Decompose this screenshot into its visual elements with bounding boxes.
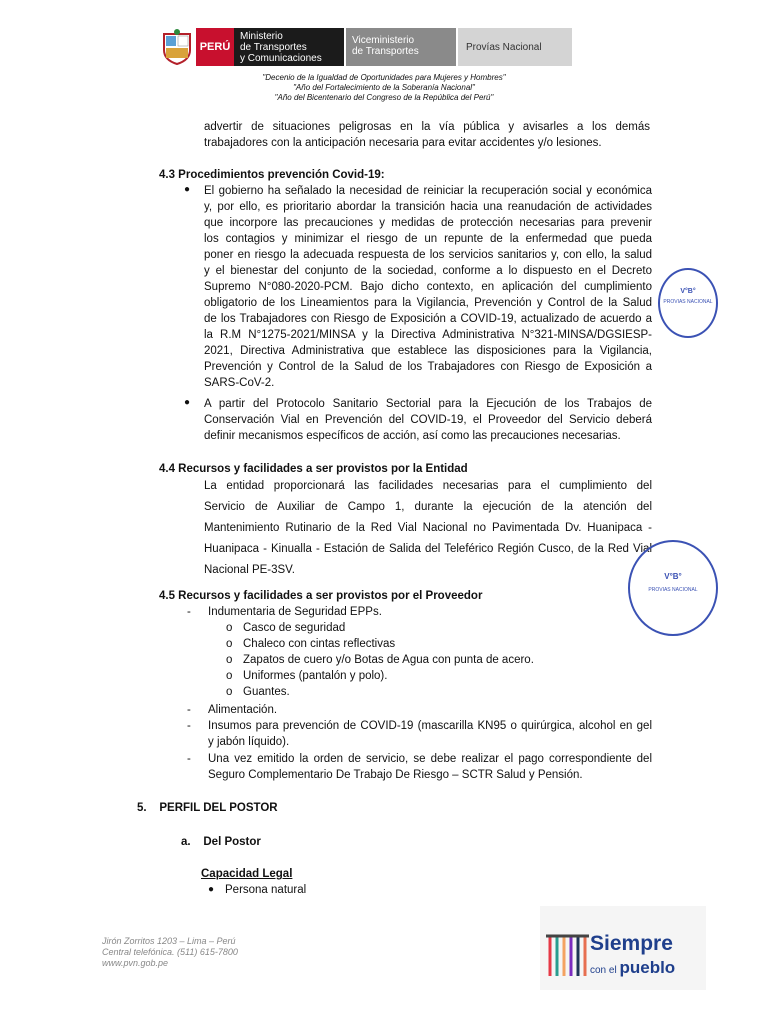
circle-bullet-icon: o (226, 670, 233, 682)
viceministry-brand-block (346, 28, 456, 66)
ministry-line-1: Ministerio (240, 31, 283, 42)
ministry-brand-block (234, 28, 344, 66)
bullet-line: obligatorio de los Lineamientos para la Vigilancia, Prevención y Control de la Salud (204, 297, 652, 309)
supplies-item (208, 718, 652, 750)
provias-seal-stamp-1: V°B° PROVIAS NACIONAL (658, 268, 718, 338)
epp-list (226, 620, 534, 700)
mottos (0, 73, 768, 103)
slogan-pueblo (590, 958, 675, 978)
bullet-line: A partir del Protocolo Sanitario Sectorial para la Ejecución de los Trabajos de (204, 398, 652, 410)
covid-bullet-1 (204, 183, 652, 391)
subsection-a-heading: a. Del Postor (181, 836, 261, 848)
paragraph-line: Mantenimiento Rutinario de la Red Vial Nacional no Pavimentada Dv. Huanipaca - (204, 522, 652, 534)
circle-bullet-icon: o (226, 654, 233, 666)
bullet-line: y, por ello, es prioritario abordar la transición hacia una reanudación de actividades (204, 201, 652, 213)
bullet-icon: ● (184, 184, 191, 195)
bullet-line: Prevención y Control de la Salud de los Trabajadores con Riesgo de Exposición a (204, 361, 652, 373)
coat-of-arms-icon (160, 28, 194, 66)
epp-item-label: Chaleco con cintas reflectivas (243, 638, 396, 650)
slogan-big: pueblo (619, 958, 676, 977)
motto-2: "Año del Fortalecimiento de la Soberanía Nacional" (293, 83, 475, 92)
epp-item (226, 668, 534, 684)
bullet-line: poner en riesgo la adecuada respuesta de los servicios sanitarios y, con ello, la salud (204, 249, 652, 261)
bullet-line: los contagios y minimizar el riesgo de un repunte de la enfermedad que pueda (204, 233, 652, 245)
dash-icon: - (187, 606, 191, 618)
circle-bullet-icon: o (226, 686, 233, 698)
bullet-line: la R.M N°1275-2021/MINSA y la Directiva Administrativa N°321-MINSA/DGSIESP- (204, 329, 652, 341)
motto-3: "Año del Bicentenario del Congreso de la República del Perú" (274, 93, 494, 102)
payment-line: Seguro Complementario De Trabajo De Riesgo – SCTR Salud y Pensión. (208, 769, 583, 781)
vice-line-2: de Transportes (352, 46, 419, 57)
bullet-line: de los Trabajadores con Riesgo de Exposición a COVID-19, actualizado de acuerdo a (204, 313, 652, 325)
circle-bullet-icon: o (226, 622, 233, 634)
supplies-line: y jabón líquido). (208, 736, 290, 748)
payment-item (208, 751, 652, 783)
footer-phone: Central telefónica. (511) 615-7800 (102, 947, 238, 957)
vice-line-1: Viceministerio (352, 35, 415, 46)
epp-item-label: Guantes. (243, 686, 290, 698)
epp-item (226, 636, 534, 652)
intro-line: advertir de situaciones peligrosas en la vía pública y avisarles a los demás (204, 121, 650, 133)
provias-seal-stamp-2: V°B° PROVIAS NACIONAL (628, 540, 718, 636)
bullet-line: definir mecanismos específicos de acción, así como las precauciones necesarias. (204, 430, 621, 442)
dash-icon: - (187, 753, 191, 765)
bullet-icon: ● (184, 397, 191, 408)
covid-bullet-2 (204, 396, 652, 444)
paragraph-line: Servicio de Auxiliar de Campo 1, durante la ejecución de la atención del (204, 501, 652, 513)
dash-icon: - (187, 704, 191, 716)
food-item: Alimentación. (208, 704, 278, 716)
ministry-line-2: de Transportes (240, 42, 307, 53)
intro-paragraph (204, 119, 650, 151)
intro-line: trabajadores con la anticipación necesaria para evitar accidentes y/o lesiones. (204, 137, 602, 149)
paragraph-line: Huanipaca - Kinualla - Estación de Salida del Teleférico Región Cusco, de la Red Vial (204, 543, 652, 555)
bullet-line: SARS-CoV-2. (204, 377, 275, 389)
bullet-line: 2021, Directiva Administrativa que establece las disposiciones para la Vigilancia, (204, 345, 652, 357)
peru-brand-block: PERÚ (196, 28, 234, 66)
epp-title: Indumentaria de Seguridad EPPs. (208, 606, 382, 618)
bullet-icon: ● (208, 884, 215, 895)
capacity-heading: Capacidad Legal (201, 868, 293, 880)
section-4-4-heading: 4.4 Recursos y facilidades a ser provistos por la Entidad (159, 463, 468, 475)
epp-item (226, 620, 534, 636)
slogan-small: con el (590, 965, 617, 976)
section-4-3-heading: 4.3 Procedimientos prevención Covid-19: (159, 169, 385, 181)
motto-1: "Decenio de la Igualdad de Oportunidades para Mujeres y Hombres" (262, 73, 506, 82)
dash-icon: - (187, 720, 191, 732)
payment-line: Una vez emitido la orden de servicio, se debe realizar el pago correspondiente del (208, 753, 652, 765)
paragraph-line: La entidad proporcionará las facilidades necesarias para el cumplimiento del (204, 480, 652, 492)
ministry-line-3: y Comunicaciones (240, 53, 322, 64)
section-4-5-heading: 4.5 Recursos y facilidades a ser provistos por el Proveedor (159, 590, 483, 602)
section-4-4-paragraph (204, 476, 652, 581)
footer-address: Jirón Zorritos 1203 – Lima – Perú (102, 936, 236, 946)
footer-web[interactable]: www.pvn.gob.pe (102, 958, 169, 968)
paragraph-line: Nacional PE-3SV. (204, 564, 295, 576)
supplies-line: Insumos para prevención de COVID-19 (mascarilla KN95 o quirúrgica, alcohol en gel (208, 720, 652, 732)
bullet-line: Supremo N°080-2020-PCM. Bajo dicho contexto, en aplicación del cumplimiento (204, 281, 652, 293)
section-5-heading: 5. PERFIL DEL POSTOR (137, 802, 278, 814)
natural-person-item: Persona natural (225, 884, 307, 896)
epp-item-label: Zapatos de cuero y/o Botas de Agua con punta de acero. (243, 654, 534, 666)
epp-item (226, 652, 534, 668)
epp-item-label: Uniformes (pantalón y polo). (243, 670, 388, 682)
provias-brand-block: Provías Nacional (458, 28, 572, 66)
bullet-line: El gobierno ha señalado la necesidad de reiniciar la recuperación social y económica (204, 185, 652, 197)
slogan-siempre: Siempre (590, 932, 673, 955)
epp-item (226, 684, 534, 700)
epp-item-label: Casco de seguridad (243, 622, 346, 634)
footer-contact (102, 936, 238, 969)
bullet-line: y el bienestar del conjunto de la sociedad, conforme a lo dispuesto en el Decreto (204, 265, 652, 277)
circle-bullet-icon: o (226, 638, 233, 650)
bullet-line: que incorpore las precauciones y medidas de protección necesarias para prevenir (204, 217, 652, 229)
bullet-line: Conservación Vial en Prevención del COVID-19, el Proveedor del Servicio deberá (204, 414, 652, 426)
